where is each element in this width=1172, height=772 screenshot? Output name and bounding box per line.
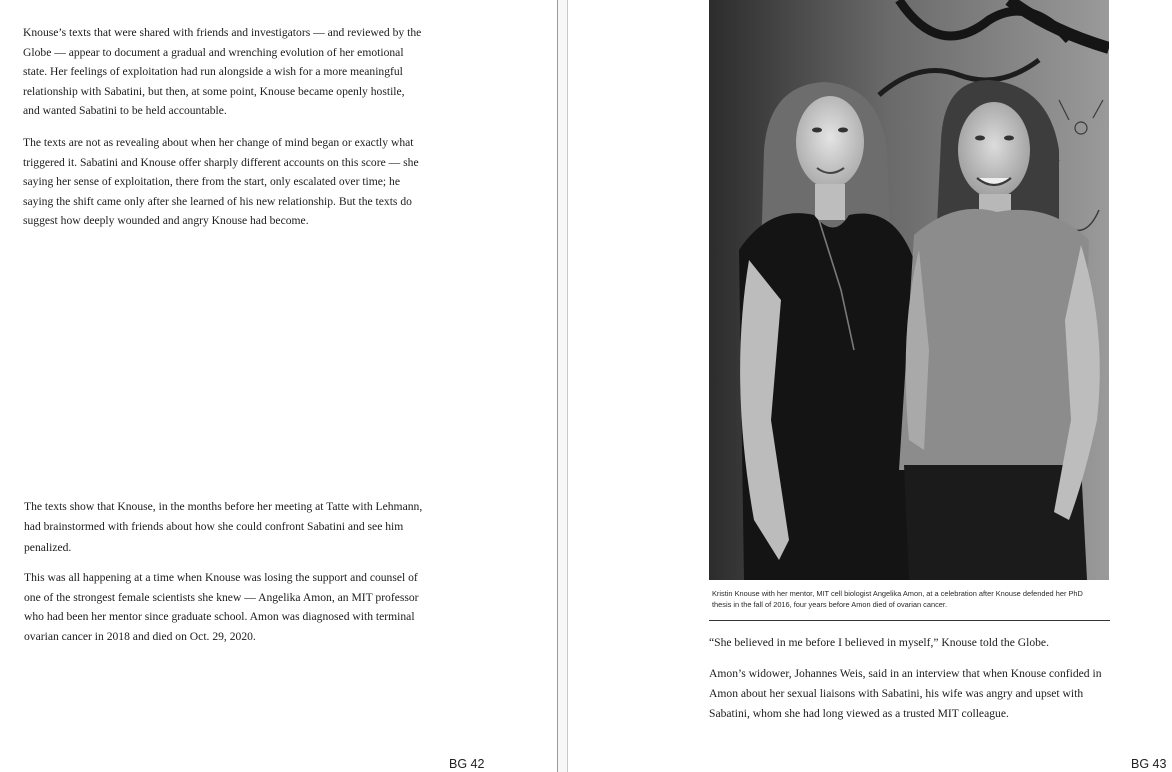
left-paragraph-3: The texts show that Knouse, in the months before her meeting at Tatte with Lehmann, had brainstormed with friends about how she could confront Sabatini and see him penalized. [24,500,423,554]
left-paragraph-4: This was all happening at a time when Knouse was losing the support and counsel of one of the strongest female scientists she knew — Angelika Amon, an MIT professor who had been her mentor since graduate school. Amon was diagnosed with terminal ovarian cancer in 2018 and died on Oct. 29, 2020. [24,571,419,643]
page-number-right: BG 43 [1131,757,1167,771]
photo-caption: Kristin Knouse with her mentor, MIT cell biologist Angelika Amon, at a celebration after Knouse defended her PhD thesis in the fall of 2016, four years before Amon died of ovarian cancer. [712,589,1083,609]
caption-rule [709,620,1110,621]
left-paragraph-1: Knouse’s texts that were shared with friends and investigators — and reviewed by the Globe — appear to document a gradual and wrenching evolution of her emotional state. Her feelings of exploitation had run alongside a wish for a more meaningful relationship with Sabatini, but then, at some point, Knouse became openly hostile, and wanted Sabatini to be held accountable. [23,26,422,118]
page-number-left: BG 42 [449,757,485,771]
spine-edge-left [557,0,558,772]
right-paragraph-1: “She believed in me before I believed in myself,” Knouse told the Globe. [709,636,1049,649]
photo-illustration [709,0,1109,580]
left-paragraph-2: The texts are not as revealing about when her change of mind began or exactly what triggered it. Sabatini and Knouse offer sharply different accounts on this score — she saying her sense of exploitation, there from the start, only escalated over time; he saying the shift came only after she learned of his new relationship. But the texts do suggest how deeply wounded and angry Knouse had become. [23,136,419,228]
article-photo [709,0,1109,580]
right-paragraph-2: Amon’s widower, Johannes Weis, said in an interview that when Knouse confided in Amon about her sexual liaisons with Sabatini, his wife was angry and upset with Sabatini, whom she had long viewed as a trusted MIT colleague. [709,667,1102,720]
